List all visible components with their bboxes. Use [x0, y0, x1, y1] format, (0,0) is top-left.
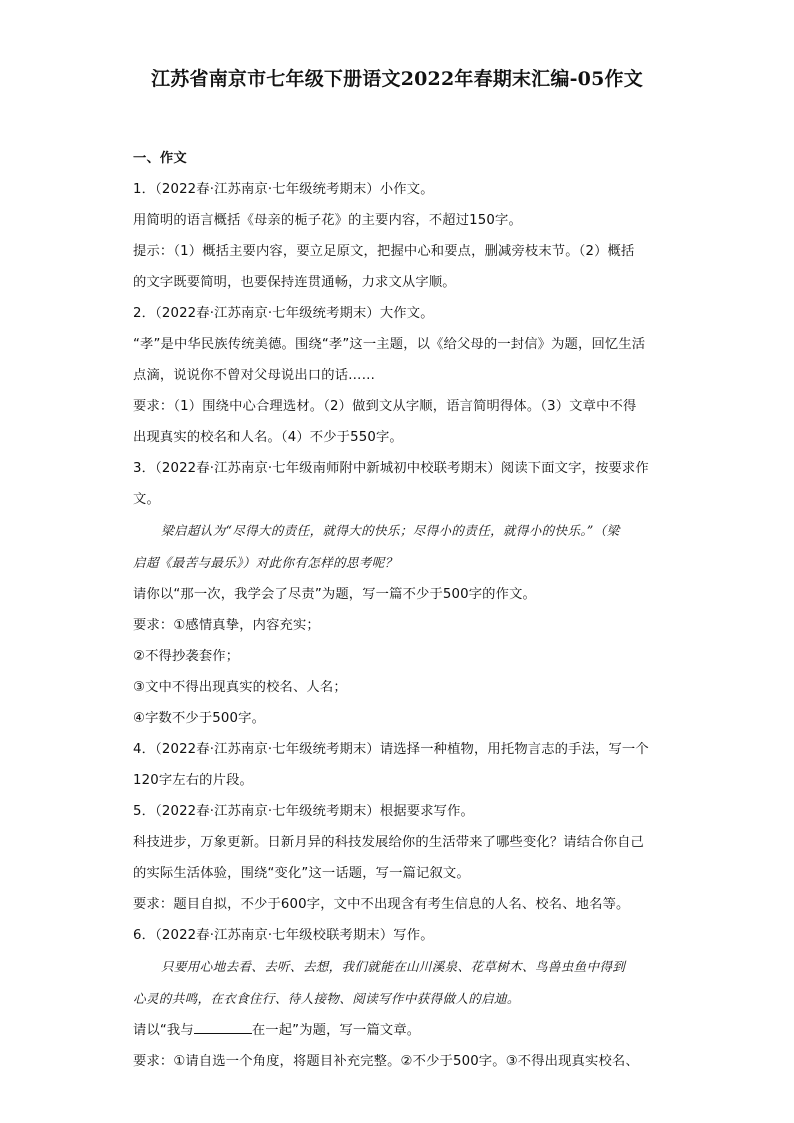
- question-2-text: 点滴，说说你不曾对父母说出口的话……: [133, 368, 376, 383]
- question-6-prompt: [133, 1015, 669, 1046]
- question-3: [133, 453, 669, 734]
- prompt-text-after-blank: 在一起”为题，写一篇文章。: [251, 1023, 421, 1038]
- question-5-text: 科技进步，万象更新。日新月异的科技发展给你的生活带来了哪些变化？请结合你自己: [133, 835, 644, 850]
- question-1-text: 的文字既要简明，也要保持连贯通畅，力求文从字顺。: [133, 275, 456, 290]
- question-6-header: 6．（2022春·江苏南京·七年级校联考期末）写作。: [133, 928, 434, 943]
- section-heading: 一、作文: [133, 151, 187, 166]
- question-3-header: 3．（2022春·江苏南京·七年级南师附中新城初中校联考期末）阅读下面文字，按要求作: [133, 461, 649, 476]
- question-3-quote: 梁启超认为“尽得大的责任，就得大的快乐；尽得小的责任，就得小的快乐。”（梁: [161, 523, 620, 538]
- question-3-quote: 启超《最苦与最乐》）对此你有怎样的思考呢？: [133, 555, 398, 570]
- question-1-text: 用简明的语言概括《母亲的栀子花》的主要内容，不超过150字。: [133, 213, 522, 228]
- question-1-header: 1．（2022春·江苏南京·七年级统考期末）小作文。: [133, 182, 434, 197]
- question-6-requirement: 要求：①请自选一个角度，将题目补充完整。②不少于500字。③不得出现真实校名、: [133, 1054, 639, 1069]
- question-6: [133, 920, 669, 1077]
- prompt-text-before-blank: 请以“我与: [133, 1023, 194, 1038]
- fill-in-blank: [194, 1019, 252, 1034]
- question-5-text: 的实际生活体验，围绕“变化”这一话题，写一篇记叙文。: [133, 866, 470, 881]
- question-3-requirement: 要求：①感情真挚，内容充实；: [133, 618, 320, 633]
- question-6-quote: 只要用心地去看、去听、去想，我们就能在山川溪泉、花草树木、鸟兽虫鱼中得到: [161, 959, 626, 974]
- question-2-text: 出现真实的校名和人名。（4）不少于550字。: [133, 430, 403, 445]
- question-3-text: 文。: [133, 492, 160, 507]
- question-4-header: 4．（2022春·江苏南京·七年级统考期末）请选择一种植物，用托物言志的手法，写一个: [133, 742, 649, 757]
- question-1: [133, 174, 669, 298]
- question-5-header: 5．（2022春·江苏南京·七年级统考期末）根据要求写作。: [133, 804, 474, 819]
- question-2-text: 要求：（1）围绕中心合理选材。（2）做到文从字顺，语言简明得体。（3）文章中不得: [133, 399, 637, 414]
- question-3-prompt: 请你以“那一次，我学会了尽责”为题，写一篇不少于500字的作文。: [133, 587, 536, 602]
- question-3-requirement: ②不得抄袭套作；: [133, 649, 240, 664]
- question-2: [133, 298, 669, 453]
- document-body: [133, 143, 669, 1077]
- document-title: 江苏省南京市七年级下册语文2022年春期末汇编-05作文: [151, 68, 643, 90]
- question-1-text: 提示：（1）概括主要内容，要立足原文，把握中心和要点，删减旁枝末节。（2）概括: [133, 244, 635, 259]
- question-4: [133, 734, 669, 796]
- question-2-text: “孝”是中华民族传统美德。围绕“孝”这一主题，以《给父母的一封信》为题，回忆生活: [133, 337, 646, 352]
- question-2-header: 2．（2022春·江苏南京·七年级统考期末）大作文。: [133, 306, 434, 321]
- question-3-requirement: ③文中不得出现真实的校名、人名；: [133, 680, 347, 695]
- question-4-text: 120字左右的片段。: [133, 773, 253, 788]
- question-3-requirement: ④字数不少于500字。: [133, 711, 266, 726]
- question-5: [133, 796, 669, 920]
- question-6-quote: 心灵的共鸣，在衣食住行、待人接物、阅读写作中获得做人的启迪。: [133, 991, 520, 1006]
- question-5-requirement: 要求：题目自拟，不少于600字，文中不出现含有考生信息的人名、校名、地名等。: [133, 897, 630, 912]
